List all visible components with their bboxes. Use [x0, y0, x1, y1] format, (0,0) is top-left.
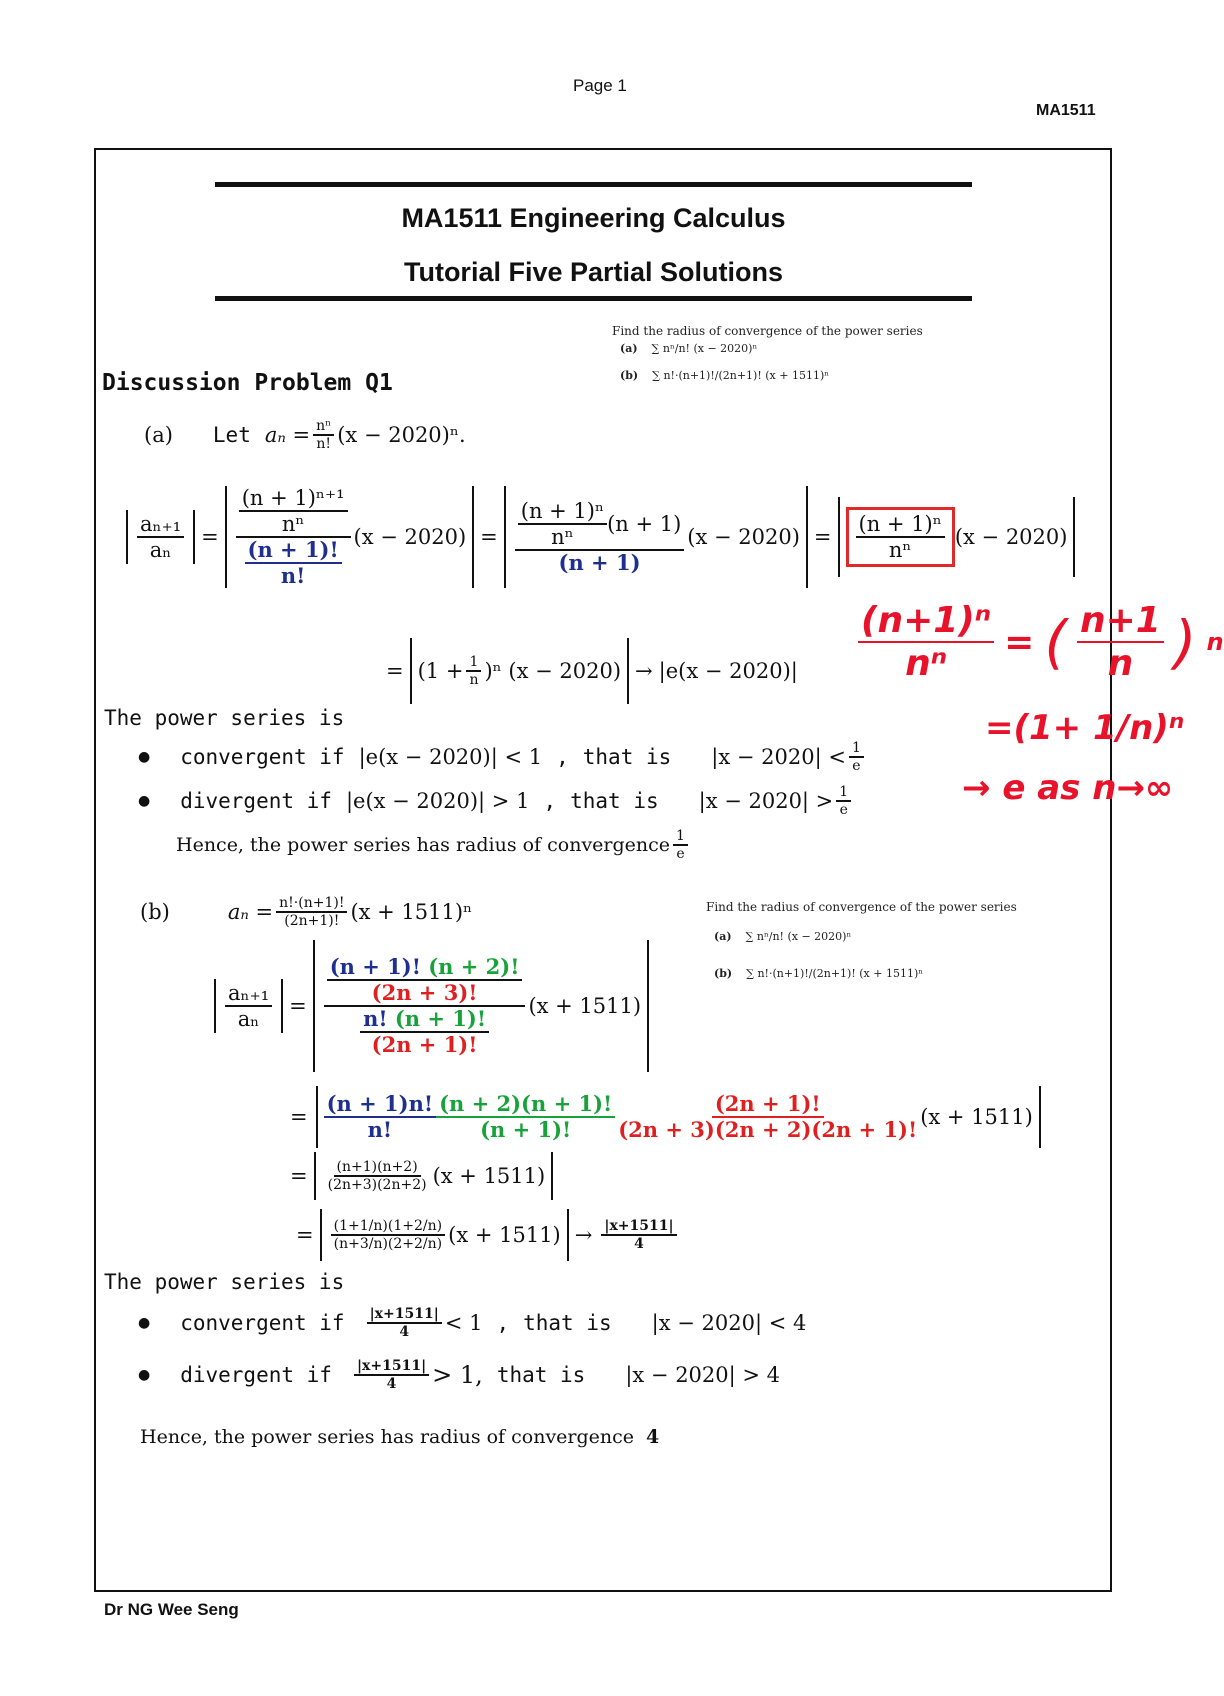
limit-n: n — [469, 672, 479, 688]
div-e: e — [839, 802, 848, 819]
part-b-hence — [140, 1426, 659, 1448]
part-b-definition — [140, 895, 472, 929]
eq-3: = — [813, 525, 832, 549]
s1-num-top: (n + 1)ⁿ⁺¹ — [239, 486, 348, 512]
hence-b-text: Hence, the power series has radius of convergence — [140, 1426, 635, 1448]
hence-a-one: 1 — [673, 828, 688, 846]
b-s3-den: (2n+3)(2n+2) — [327, 1177, 427, 1193]
hand-lhs-top: (n+1)ⁿ — [858, 600, 994, 643]
b-s2-green-den: (n + 1)! — [480, 1117, 572, 1142]
b-div-den: 4 — [386, 1376, 397, 1393]
b-s1-top-blue: (n + 1)! — [329, 953, 421, 979]
handwritten-line2: =(1+ 1/n)ⁿ — [985, 708, 1185, 748]
b-eq-1: = — [289, 994, 307, 1018]
s1-den-bot: n! — [280, 563, 306, 589]
thumb2-a-label: (a) — [714, 930, 732, 943]
part-a-let: Let — [212, 423, 251, 448]
problem-thumbnail-a — [612, 324, 923, 382]
b-lt-one: < 1 — [444, 1311, 483, 1336]
part-a-nfact: n! — [316, 436, 332, 453]
eq-2: = — [480, 525, 498, 549]
part-b-expansion — [290, 1086, 1041, 1148]
part-b-convergent — [138, 1306, 806, 1340]
section-heading: Discussion Problem Q1 — [102, 370, 393, 396]
s1-num-bot: nⁿ — [281, 511, 305, 536]
doc-title: MA1511 Engineering Calculus — [401, 203, 786, 233]
b-s1-bot-blue: n! — [363, 1006, 388, 1031]
part-b-def-num: n!·(n+1)! — [276, 895, 347, 913]
b-lim-den: 4 — [634, 1236, 644, 1252]
b-s2-red-num: (2n + 1)! — [712, 1092, 824, 1118]
div-one: 1 — [836, 784, 851, 802]
part-a-ratio-equation — [126, 486, 1075, 588]
part-a-tail: (x − 2020)ⁿ. — [337, 423, 466, 448]
part-b-def-den: (2n+1)! — [284, 913, 340, 930]
limit-left: (1 + — [417, 659, 464, 683]
b-ratio-num: aₙ₊₁ — [225, 981, 272, 1007]
b-s2-red-den: (2n + 3)(2n + 2)(2n + 1)! — [618, 1117, 918, 1142]
thumb-b-series: ∑ n!·(n+1)!/(2n+1)! (x + 1511)ⁿ — [652, 369, 830, 382]
part-b-limit — [296, 1209, 680, 1261]
limit-right: )ⁿ (x − 2020) — [484, 659, 622, 683]
b-div-word: divergent if — [180, 1363, 332, 1388]
b-s2-blue-den: n! — [367, 1117, 393, 1142]
part-a-definition — [144, 418, 466, 452]
bullet-icon: ● — [138, 1367, 151, 1384]
bullet-icon: ● — [138, 1315, 151, 1332]
part-b-an: aₙ = — [227, 900, 274, 925]
s1-den-top: (n + 1)! — [245, 538, 342, 564]
part-a-an: aₙ = — [264, 423, 311, 448]
s2-factor: (x − 2020) — [687, 525, 800, 549]
b-gt-one: > 1, — [432, 1361, 483, 1390]
thumb-a-series: ∑ nⁿ/n! (x − 2020)ⁿ — [651, 342, 758, 355]
s3-top: (n + 1)ⁿ — [856, 512, 945, 538]
b-s1-bot-red: (2n + 1)! — [371, 1032, 478, 1058]
b-conv-res: |x − 2020| < 4 — [651, 1311, 807, 1336]
s2-mid: (n + 1) — [607, 511, 682, 536]
b-s1-top-red: (2n + 3)! — [371, 979, 478, 1005]
s3-bot: nⁿ — [888, 538, 912, 562]
hence-a-e: e — [676, 846, 685, 863]
handwritten-line3: → e as n→∞ — [962, 768, 1174, 808]
s2-num-top: (n + 1)ⁿ — [518, 499, 607, 525]
conv-res: |x − 2020| < — [711, 745, 846, 770]
b-s1-bot-green: (n + 1)! — [394, 1006, 487, 1031]
b-s2-factor: (x + 1511) — [920, 1105, 1033, 1129]
limit-one: 1 — [466, 654, 481, 672]
b-conv-num: |x+1511| — [367, 1306, 442, 1324]
part-a-series-is: The power series is — [104, 706, 345, 730]
limit-result: |e(x − 2020)| — [658, 659, 798, 683]
hand-eq: = — [1004, 621, 1035, 663]
b-ratio-den: aₙ — [237, 1007, 260, 1031]
div-cond: |e(x − 2020)| > 1 — [345, 789, 530, 814]
conv-word: convergent if — [180, 745, 345, 770]
eq-1: = — [201, 525, 219, 549]
footer-author: Dr NG Wee Seng — [104, 1600, 239, 1619]
bullet-icon: ● — [138, 749, 151, 766]
hand-lhs-bot: nⁿ — [905, 643, 948, 685]
div-comma: , — [543, 789, 557, 814]
conv-comma: , — [556, 745, 569, 770]
ratio-num: aₙ₊₁ — [137, 512, 184, 538]
conv-cond: |e(x − 2020)| < 1 — [358, 745, 543, 770]
part-b-simplified — [290, 1152, 553, 1200]
hand-rhs-exp: n — [1206, 628, 1224, 657]
div-res: |x − 2020| > — [698, 789, 834, 814]
thumb-prompt: Find the radius of convergence of the power series — [612, 324, 923, 338]
b-s1-top-green: (n + 2)! — [428, 953, 520, 979]
b-s1-factor: (x + 1511) — [528, 994, 642, 1018]
part-b-divergent — [138, 1358, 780, 1392]
b-s2-blue-num: (n + 1)n! — [324, 1092, 436, 1118]
b-s4-factor: (x + 1511) — [448, 1223, 561, 1247]
hand-rhs-bot: n — [1107, 643, 1134, 685]
part-b-ratio-equation — [214, 940, 649, 1072]
b-conv-den: 4 — [399, 1324, 410, 1341]
part-b-label: (b) — [140, 900, 170, 925]
b-eq-3: = — [290, 1164, 308, 1188]
problem-thumbnail-b — [706, 900, 1017, 980]
part-b-series-is: The power series is — [104, 1270, 345, 1294]
b-s3-num: (n+1)(n+2) — [334, 1159, 421, 1177]
thumb2-b-series: ∑ n!·(n+1)!/(2n+1)! (x + 1511)ⁿ — [746, 967, 924, 980]
b-s3-factor: (x + 1511) — [432, 1164, 546, 1188]
div-that-is: that is — [570, 789, 659, 814]
part-a-limit — [386, 638, 798, 704]
part-a-divergent — [138, 784, 854, 818]
hence-b-radius: 4 — [646, 1426, 660, 1448]
thumb-b-prompt: Find the radius of convergence of the power series — [706, 900, 1017, 914]
part-a-label: (a) — [144, 423, 173, 448]
s1-factor: (x − 2020) — [353, 525, 467, 549]
b-conv-comma: , — [496, 1311, 510, 1336]
thumb2-a-series: ∑ nⁿ/n! (x − 2020)ⁿ — [745, 930, 852, 943]
hence-a-text: Hence, the power series has radius of convergence — [176, 834, 671, 857]
b-conv-word: convergent if — [180, 1311, 345, 1336]
eq-4: = — [386, 659, 404, 683]
title-rule-top — [215, 182, 972, 187]
b-conv-that-is: that is — [523, 1311, 612, 1336]
div-word: divergent if — [180, 789, 332, 814]
bullet-icon: ● — [138, 793, 151, 810]
part-a-hence — [176, 828, 691, 862]
part-a-convergent — [138, 740, 867, 774]
part-b-def-tail: (x + 1511)ⁿ — [350, 900, 473, 925]
b-s4-den: (n+3/n)(2+2/n) — [333, 1236, 443, 1252]
conv-that-is: that is — [582, 745, 672, 770]
page-number: Page 1 — [573, 76, 627, 95]
s2-num-bot: nⁿ — [551, 524, 574, 549]
thumb-a-label: (a) — [620, 342, 638, 355]
limit-arrow: → — [635, 659, 653, 683]
conv-one: 1 — [849, 740, 864, 758]
title-rule-bottom — [215, 296, 972, 301]
conv-e: e — [852, 758, 861, 775]
thumb2-b-label: (b) — [714, 967, 733, 980]
thumb-b-label: (b) — [620, 369, 639, 382]
part-a-nn: nⁿ — [313, 418, 334, 436]
b-s2-green-num: (n + 2)(n + 1)! — [436, 1092, 615, 1118]
ratio-den: aₙ — [149, 538, 172, 562]
b-eq-2: = — [290, 1105, 308, 1129]
handwritten-note: $\frac{\text{(n+1)ⁿ}}{\text{nⁿ}}$ = ( $\frac{n+1}{n}$ ) n — [858, 600, 1224, 685]
b-div-res: |x − 2020| > 4 — [625, 1363, 781, 1388]
b-div-that-is: that is — [496, 1363, 586, 1388]
doc-subtitle: Tutorial Five Partial Solutions — [403, 257, 784, 287]
b-s4-num: (1+1/n)(1+2/n) — [331, 1218, 445, 1236]
b-eq-4: = — [296, 1223, 314, 1247]
s3-factor: (x − 2020) — [954, 525, 1068, 549]
b-lim-num: |x+1511| — [601, 1218, 676, 1236]
s2-den: (n + 1) — [558, 550, 641, 576]
b-div-num: |x+1511| — [354, 1358, 429, 1376]
b-arrow: → — [574, 1223, 593, 1247]
hand-rhs-top: n+1 — [1077, 600, 1164, 643]
course-code: MA1511 — [1036, 102, 1096, 119]
